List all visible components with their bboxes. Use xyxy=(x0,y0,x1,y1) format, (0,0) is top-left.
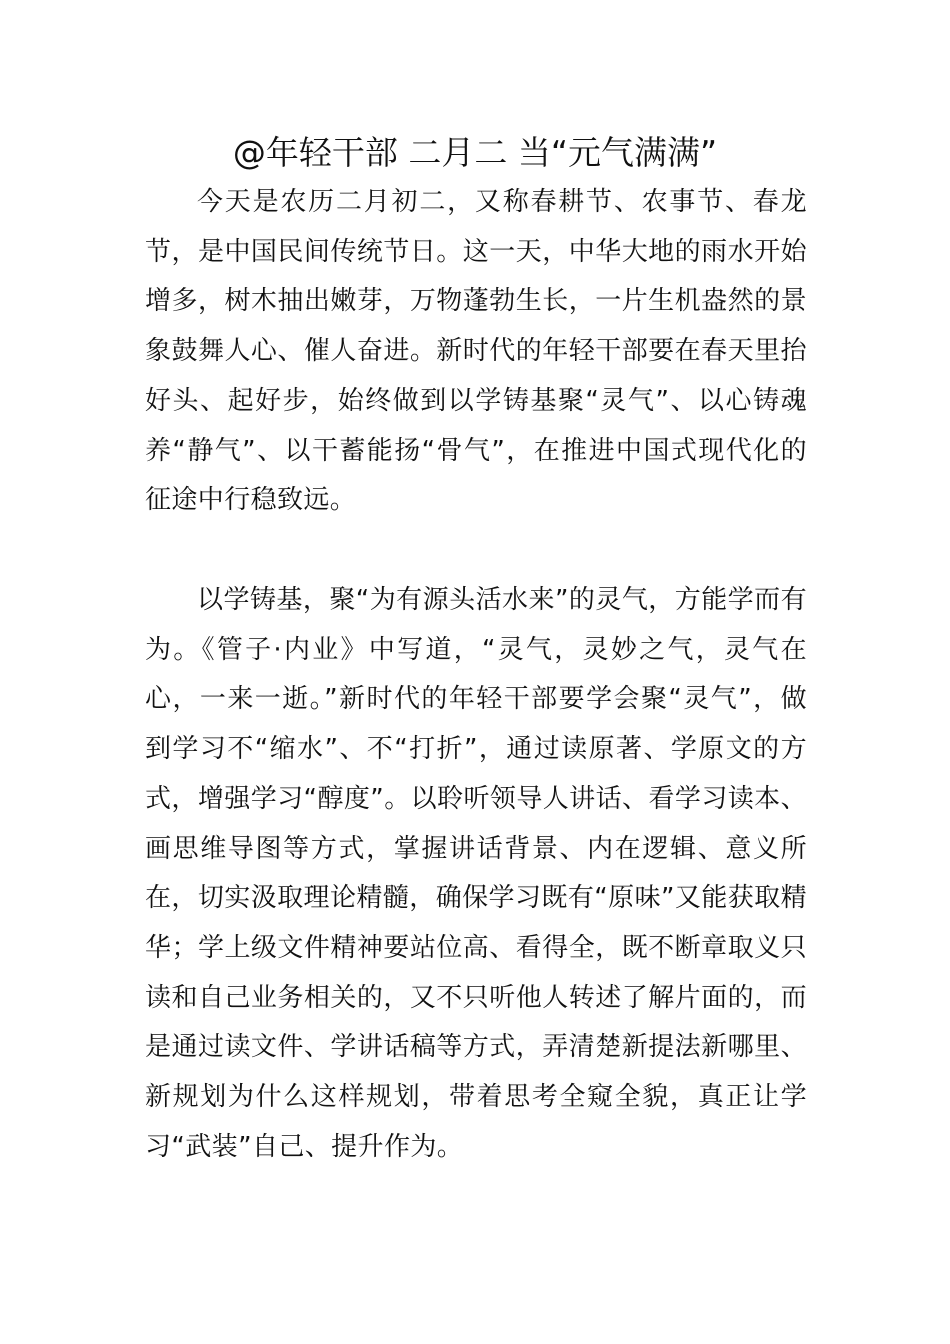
paragraph-study: 以学铸基，聚“为有源头活水来”的灵气，方能学而有为。《管子·内业》中写道，“灵气，灵妙之气，灵气在心，一来一逝。”新时代的年轻干部要学会聚“灵气”，做到学习不“缩水”、不“打折”，通过读原著、学原文的方式，增强学习“醇度”。以聆听领导人讲话、看学习读本、画思维导图等方式，掌握讲话背景、内在逻辑、意义所在，切实汲取理论精髓，确保学习既有“原味”又能获取精华；学上级文件精神要站位高、看得全，既不断章取义只读和自己业务相关的，又不只听他人转述了解片面的，而是通过读文件、学讲话稿等方式，弄清楚新提法新哪里、新规划为什么这样规划，带着思考全窥全貌，真正让学习“武装”自己、提升作为。 xyxy=(145,585,807,1162)
paragraph-intro: 今天是农历二月初二，又称春耕节、农事节、春龙节，是中国民间传统节日。这一天，中华大地的雨水开始增多，树木抽出嫩芽，万物蓬勃生长，一片生机盎然的景象鼓舞人心、催人奋进。新时代的年轻干部要在春天里抬好头、起好步，始终做到以学铸基聚“灵气”、以心铸魂养“静气”、以干蓄能扬“骨气”，在推进中国式现代化的征途中行稳致远。 xyxy=(145,187,807,516)
document-title: @年轻干部 二月二 当“元气满满” xyxy=(232,133,718,172)
